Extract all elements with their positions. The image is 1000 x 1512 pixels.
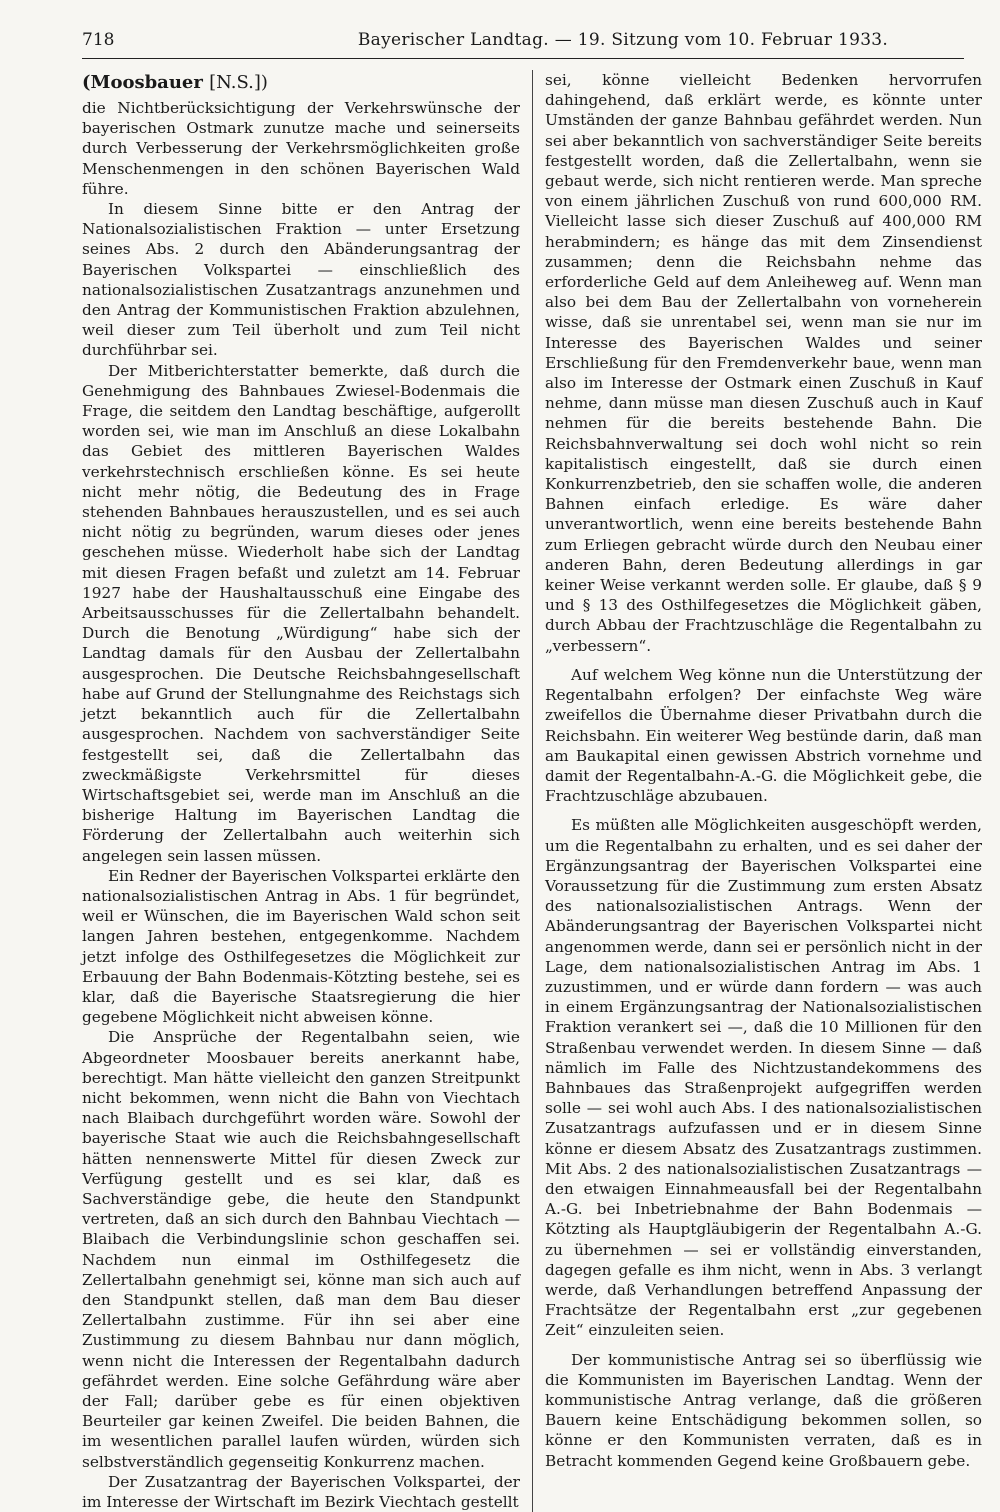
- right-column: [532, 70, 982, 1512]
- paragraph: Der Zusatzantrag der Bayerischen Volkspartei, der im Interesse der Wirtschaft im Bezirk Viechtach gestellt: [82, 1472, 520, 1512]
- text-columns: [82, 70, 982, 1512]
- paragraph: In diesem Sinne bitte er den Antrag der Nationalsozialistischen Fraktion — unter Ersetzung seines Abs. 2 durch den Abänderungsantrag der Bayerischen Volkspartei — einschließlich des nationalsozialistischen Zusatzantrags anzunehmen und den Antrag der Kommunistischen Fraktion abzulehnen, weil dieser zum Teil überholt und zum Teil nicht durchführbar sei.: [82, 200, 520, 360]
- speaker-party: [N.S.]): [209, 72, 268, 93]
- running-title: Bayerischer Landtag. — 19. Sitzung vom 10. Februar 1933.: [357, 30, 889, 50]
- page-number: 718: [82, 30, 115, 50]
- paragraph: Es müßten alle Möglichkeiten ausgeschöpft werden, um die Regentalbahn zu erhalten, und es sei daher der Ergänzungsantrag der Bayerischen Volkspartei eine Voraussetzung für die Zustimmung zum ersten Absatz des nationalsozialistischen Antrags. Wenn der Abänderungsantrag der Bayerischen Volkspartei nicht angenommen werde, dann sei er persönlich nicht in der Lage, dem nationalsozialistischen Antrag im Abs. 1 zuzustimmen, und er würde dann fordern — was auch in einem Ergänzungsantrag der Nationalsozialistischen Fraktion verankert sei —, daß die 10 Millionen für den Straßenbau verwendet werden. In diesem Sinne — daß nämlich im Falle des Nichtzustandekommens des Bahnbaues das Straßenprojekt aufgegriffen werden solle — sei wohl auch Abs. I des nationalsozialistischen Zusatzantrags aufzufassen und er in diesem Sinne könne er diesem Absatz des Zusatzantrags zustimmen. Mit Abs. 2 des nationalsozialistischen Zusatzantrags — den etwaigen Einnahmeausfall bei der Regentalbahn A.-G. bei Inbetriebnahme der Bahn Bodenmais — Kötzting als Hauptgläubigerin der Regentalbahn A.-G. zu übernehmen — sei er vollständig einverstanden, dagegen gefalle es ihm nicht, wenn in Abs. 3 verlangt werde, daß Verhandlungen betreffend Anpassung der Frachtsätze der Regentalbahn erst „zur gegebenen Zeit“ einzuleiten seien.: [544, 816, 982, 1340]
- paragraph: Der Mitberichterstatter bemerkte, daß durch die Genehmigung des Bahnbaues Zwiesel-Bodenmais die Frage, die seitdem den Landtag beschäftige, aufgerollt worden sei, wie man im Anschluß an diese Lokalbahn das Gebiet des mittleren Bayerischen Waldes verkehrstechnisch erschließen könne. Es sei heute nicht mehr nötig, die Bedeutung des in Frage stehenden Bahnbaues herauszustellen, und es sei auch nicht nötig zu begründen, warum dieses oder jenes geschehen müsse. Wiederholt habe sich der Landtag mit diesen Fragen befaßt und zuletzt am 14. Februar 1927 habe der Haushaltausschuß eine Eingabe des Arbeitsausschusses für die Zellertalbahn behandelt. Durch die Benotung „Würdigung“ habe sich der Landtag damals für den Ausbau der Zellertalbahn ausgesprochen. Die Deutsche Reichsbahngesellschaft habe auf Grund der Stellungnahme des Reichstags sich jetzt bekanntlich auch für die Zellertalbahn ausgesprochen. Nachdem von sachverständiger Seite festgestellt sei, daß die Zellertalbahn das zweckmäßigste Verkehrsmittel für dieses Wirtschaftsgebiet sei, werde man im Anschluß an die bisherige Haltung im Bayerischen Landtag die Förderung der Zellertalbahn auch weiterhin sich angelegen sein lassen müssen.: [82, 361, 520, 865]
- paragraph: Der kommunistische Antrag sei so überflüssig wie die Kommunisten im Bayerischen Landtag. Wenn der kommunistische Antrag verlange, daß die größeren Bauern keine Entschädigung bekommen sollen, so könne er den Kommunisten verraten, daß es in Betracht kommenden Gegend keine Großbauern gebe.: [544, 1350, 982, 1470]
- paragraph: Auf welchem Weg könne nun die Unterstützung der Regentalbahn erfolgen? Der einfachste Weg wäre zweifellos die Übernahme dieser Privatbahn durch die Reichsbahn. Ein weiterer Weg bestünde darin, daß man am Baukapital einen gewissen Abstrich vornehme und damit der Regentalbahn-A.-G. die Möglichkeit gebe, die Frachtzuschläge abzubauen.: [544, 665, 982, 806]
- paragraph: Ein Redner der Bayerischen Volkspartei erklärte den nationalsozialistischen Antrag in Abs. 1 für begründet, weil er Wünschen, die im Bayerischen Wald schon seit langen Jahren bestehen, entgegenkomme. Nachdem jetzt infolge des Osthilfegesetzes die Möglichkeit zur Erbauung der Bahn Bodenmais-Kötzting bestehe, sei es klar, daß die Bayerische Staatsregierung die hier gegebene Möglichkeit nicht abweisen könne.: [82, 866, 520, 1027]
- speaker-name: (Moosbauer: [82, 72, 203, 93]
- page-header: [82, 28, 964, 59]
- paragraph: Die Ansprüche der Regentalbahn seien, wie Abgeordneter Moosbauer bereits anerkannt habe, berechtigt. Man hätte vielleicht den ganzen Streitpunkt nicht bekommen, wenn nicht die Bahn von Viechtach nach Blaibach durchgeführt worden wäre. Sowohl der bayerische Staat wie auch die Reichsbahngesellschaft hätten nennenswerte Mittel für diesen Zweck zur Verfügung gestellt und es sei klar, daß es Sachverständige gebe, die heute den Standpunkt vertreten, daß an sich durch den Bahnbau Viechtach — Blaibach die Verbindungslinie schon geschaffen sei. Nachdem nun einmal im Osthilfegesetz die Zellertalbahn genehmigt sei, könne man sich auch auf den Standpunkt stellen, daß man dem Bau dieser Zellertalbahn zustimme. Für ihn sei aber eine Zustimmung zu diesem Bahnbau nur dann möglich, wenn nicht die Interessen der Regentalbahn dadurch gefährdet werden. Eine solche Gefährdung wäre aber der Fall; darüber gebe es für einen objektiven Beurteiler gar keinen Zweifel. Die beiden Bahnen, die im wesentlichen parallel laufen würden, würden sich selbstverständlich gegenseitig Konkurrenz machen.: [82, 1028, 520, 1471]
- left-column: [82, 70, 532, 1512]
- paragraph: sei, könne vielleicht Bedenken hervorrufen dahingehend, daß erklärt werde, es könnte unter Umständen der ganze Bahnbau gefährdet werden. Nun sei aber bekanntlich von sachverständiger Seite bereits festgestellt worden, daß die Zellertalbahn, wenn sie gebaut werde, sich nicht rentieren werde. Man spreche von einem jährlichen Zuschuß von rund 600,000 RM. Vielleicht lasse sich dieser Zuschuß auf 400,000 RM herabmindern; es hänge das mit dem Zinsendienst zusammen; denn die Reichsbahn nehme das erforderliche Geld auf dem Anleiheweg auf. Wenn man also bei dem Bau der Zellertalbahn von vorneherein wisse, daß sie unrentabel sei, wenn man sie nur im Interesse des Bayerischen Waldes und seiner Erschließung für den Fremdenverkehr baue, wenn man also im Interesse der Ostmark einen Zuschuß in Kauf nehme, dann müsse man diesen Zuschuß auch in Kauf nehmen für die bereits bestehende Bahn. Die Reichsbahnverwaltung sei doch wohl nicht so rein kapitalistisch eingestellt, daß sie durch einen Konkurrenzbetrieb, den sie schaffen wolle, die anderen Bahnen einfach erledige. Es wäre daher unverantwortlich, wenn eine bereits bestehende Bahn zum Erliegen gebracht würde durch den Neubau einer anderen Bahn, deren Bedeutung allerdings in gar keiner Weise verkannt werden solle. Er glaube, daß § 9 und § 13 des Osthilfegesetzes die Möglichkeit gäben, durch Abbau der Frachtzuschläge die Regentalbahn zu „verbessern“.: [544, 71, 982, 655]
- paragraph: die Nichtberücksichtigung der Verkehrswünsche der bayerischen Ostmark zunutze mache und seinerseits durch Verbesserung der Verkehrsmöglichkeiten große Menschenmengen in den schönen Bayerischen Wald führe.: [82, 99, 520, 198]
- speaker-heading: [82, 70, 520, 96]
